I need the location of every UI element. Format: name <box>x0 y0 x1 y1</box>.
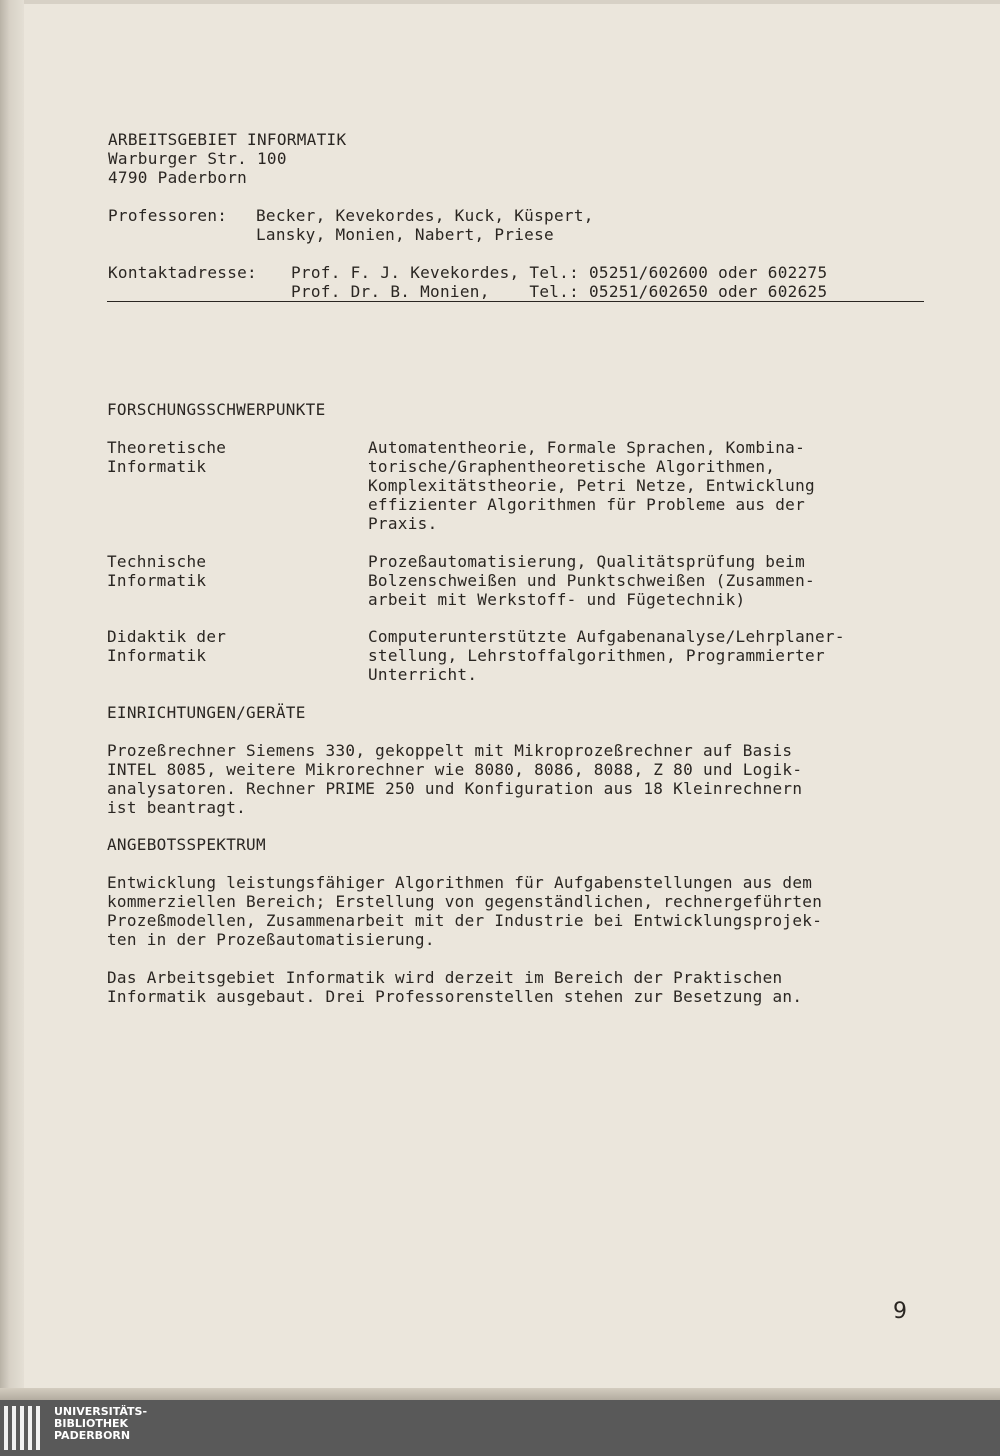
header-title: ARBEITSGEBIET INFORMATIK <box>108 130 347 149</box>
research-area-text: Computerunterstützte Aufgabenanalyse/Lehrplaner- stellung, Lehrstoffalgorithmen, Programmierter Unterricht. <box>368 627 845 684</box>
logo-line-1: UNIVERSITÄTS- <box>54 1405 148 1418</box>
library-logo-icon <box>4 1406 48 1450</box>
page-bottom-edge <box>0 1388 1000 1400</box>
offer-heading: ANGEBOTSSPEKTRUM <box>107 835 266 854</box>
research-heading: FORSCHUNGSSCHWERPUNKTE <box>107 400 326 419</box>
equipment-heading: EINRICHTUNGEN/GERÄTE <box>107 703 306 722</box>
professors-label: Professoren: <box>108 206 228 225</box>
book-spine <box>0 0 24 1400</box>
header-divider <box>107 301 924 302</box>
research-area-text: Automatentheorie, Formale Sprachen, Kombina- torische/Graphentheoretische Algorithmen, Komplexitätstheorie, Petri Netze, Entwicklung effizienter Algorithmen für Probleme aus der Praxis. <box>368 438 815 533</box>
equipment-text: Prozeßrechner Siemens 330, gekoppelt mit Mikroprozeßrechner auf Basis INTEL 8085, weitere Mikrorechner wie 8080, 8086, 8088, Z 80 und Logik- analysatoren. Rechner PRIME 250 und Konfiguration aus 18 Kleinrechnern ist beantragt. <box>107 741 803 817</box>
contact-label: Kontaktadresse: <box>108 263 257 282</box>
research-area-name: Technische Informatik <box>107 552 207 590</box>
professors-line2: Lansky, Monien, Nabert, Priese <box>256 225 554 244</box>
logo-line-3: PADERBORN <box>54 1429 131 1442</box>
header-street: Warburger Str. 100 <box>108 149 287 168</box>
closing-text: Das Arbeitsgebiet Informatik wird derzeit im Bereich der Praktischen Informatik ausgebaut. Drei Professorenstellen stehen zur Besetzung an. <box>107 968 803 1006</box>
professors-line1: Becker, Kevekordes, Kuck, Küspert, <box>256 206 594 225</box>
page-number: 9 <box>893 1299 907 1324</box>
contact-line2: Prof. Dr. B. Monien, Tel.: 05251/602650 oder 602625 <box>291 282 828 301</box>
research-area-text: Prozeßautomatisierung, Qualitätsprüfung beim Bolzenschweißen und Punktschweißen (Zusammen- arbeit mit Werkstoff- und Fügetechnik) <box>368 552 815 609</box>
offer-text: Entwicklung leistungsfähiger Algorithmen für Aufgabenstellungen aus dem kommerziellen Bereich; Erstellung von gegenständlichen, rechnergeführten Prozeßmodellen, Zusammenarbeit mit der Industrie bei Entwicklungsprojek- ten in der Prozeßautomatisierung. <box>107 873 823 949</box>
research-area-name: Theoretische Informatik <box>107 438 227 476</box>
library-footer <box>0 1400 1000 1456</box>
logo-line-2: BIBLIOTHEK <box>54 1417 129 1430</box>
page-top-edge <box>24 0 1000 4</box>
contact-line1: Prof. F. J. Kevekordes, Tel.: 05251/602600 oder 602275 <box>291 263 828 282</box>
research-area-name: Didaktik der Informatik <box>107 627 227 665</box>
header-city: 4790 Paderborn <box>108 168 248 187</box>
library-logo-text <box>54 1406 147 1442</box>
